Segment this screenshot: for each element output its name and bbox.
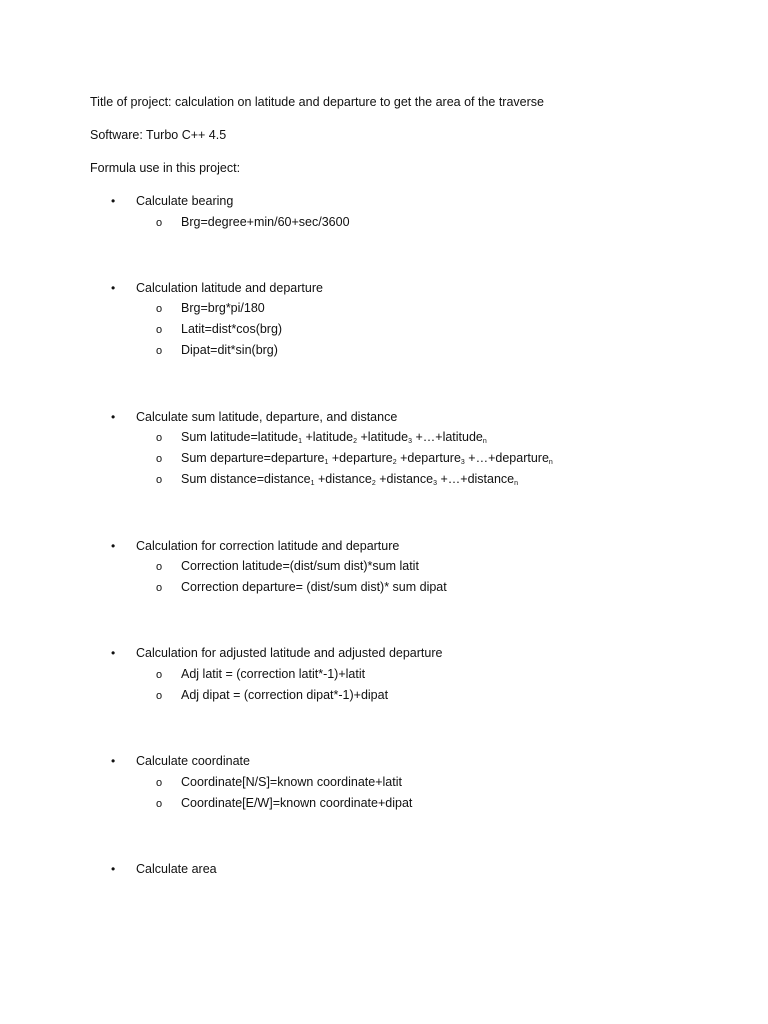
- section-title: Calculate bearing: [136, 194, 234, 208]
- section-title: Calculation latitude and departure: [136, 281, 323, 295]
- bullet-icon: •: [111, 410, 116, 424]
- bullet-icon: •: [111, 862, 116, 876]
- circle-bullet-icon: o: [156, 798, 163, 810]
- formula-text: Coordinate[N/S]=known coordinate+latit: [181, 775, 402, 789]
- formula-text: Adj latit = (correction latit*-1)+latit: [181, 667, 366, 681]
- section-coordinate: [111, 754, 250, 768]
- project-title: Title of project: calculation on latitude and departure to get the area of the traverse: [90, 95, 544, 109]
- section-sums: [111, 410, 397, 424]
- circle-bullet-icon: o: [156, 217, 163, 229]
- section-title: Calculate area: [136, 862, 217, 876]
- software-line: Software: Turbo C++ 4.5: [90, 128, 227, 142]
- bullet-icon: •: [111, 539, 116, 553]
- section-adjusted: [111, 646, 442, 660]
- circle-bullet-icon: o: [156, 345, 163, 357]
- section-correction: [111, 539, 399, 553]
- formula-item: [156, 688, 388, 702]
- formula-item: [156, 430, 487, 444]
- formula-text: Sum latitude=latitude$_1$ +latitude$_2$ +latitude$_3$ +…+latitude$_n$: [181, 430, 487, 445]
- formula-text: Sum departure=departure$_1$ +departure$_2$ +departure$_3$ +…+departure$_n$: [181, 451, 553, 466]
- circle-bullet-icon: o: [156, 453, 163, 465]
- circle-bullet-icon: o: [156, 432, 163, 444]
- circle-bullet-icon: o: [156, 582, 163, 594]
- bullet-icon: •: [111, 646, 116, 660]
- section-area: [111, 862, 217, 876]
- section-title: Calculation for adjusted latitude and adjusted departure: [136, 646, 443, 660]
- formula-text: Adj dipat = (correction dipat*-1)+dipat: [181, 688, 389, 702]
- formula-text: Correction latitude=(dist/sum dist)*sum latit: [181, 559, 419, 573]
- circle-bullet-icon: o: [156, 690, 163, 702]
- formula-text: Dipat=dit*sin(brg): [181, 343, 278, 357]
- section-title: Calculate coordinate: [136, 754, 250, 768]
- circle-bullet-icon: o: [156, 561, 163, 573]
- formula-text: Brg=degree+min/60+sec/3600: [181, 215, 350, 229]
- bullet-icon: •: [111, 754, 116, 768]
- formula-item: [156, 472, 518, 486]
- formula-item: [156, 667, 365, 681]
- section-title: Calculation for correction latitude and departure: [136, 539, 400, 553]
- formula-text: Sum distance=distance$_1$ +distance$_2$ +distance$_3$ +…+distance$_n$: [181, 472, 519, 487]
- formula-item: [156, 215, 350, 229]
- circle-bullet-icon: o: [156, 669, 163, 681]
- section-title: Calculate sum latitude, departure, and distance: [136, 410, 398, 424]
- formula-item: [156, 451, 553, 465]
- section-latitude-departure: [111, 281, 323, 295]
- circle-bullet-icon: o: [156, 303, 163, 315]
- formula-text: Brg=brg*pi/180: [181, 301, 265, 315]
- formula-item: [156, 559, 419, 573]
- formula-item: [156, 796, 412, 810]
- bullet-icon: •: [111, 194, 116, 208]
- section-bearing: [111, 194, 233, 208]
- formula-text: Latit=dist*cos(brg): [181, 322, 283, 336]
- formula-text: Coordinate[E/W]=known coordinate+dipat: [181, 796, 413, 810]
- formula-text: Correction departure= (dist/sum dist)* sum dipat: [181, 580, 447, 594]
- formula-item: [156, 775, 402, 789]
- circle-bullet-icon: o: [156, 474, 163, 486]
- formula-item: [156, 343, 278, 357]
- formula-item: [156, 322, 282, 336]
- formula-item: [156, 580, 447, 594]
- circle-bullet-icon: o: [156, 777, 163, 789]
- bullet-icon: •: [111, 281, 116, 295]
- formula-heading: Formula use in this project:: [90, 161, 241, 175]
- circle-bullet-icon: o: [156, 324, 163, 336]
- formula-item: [156, 301, 265, 315]
